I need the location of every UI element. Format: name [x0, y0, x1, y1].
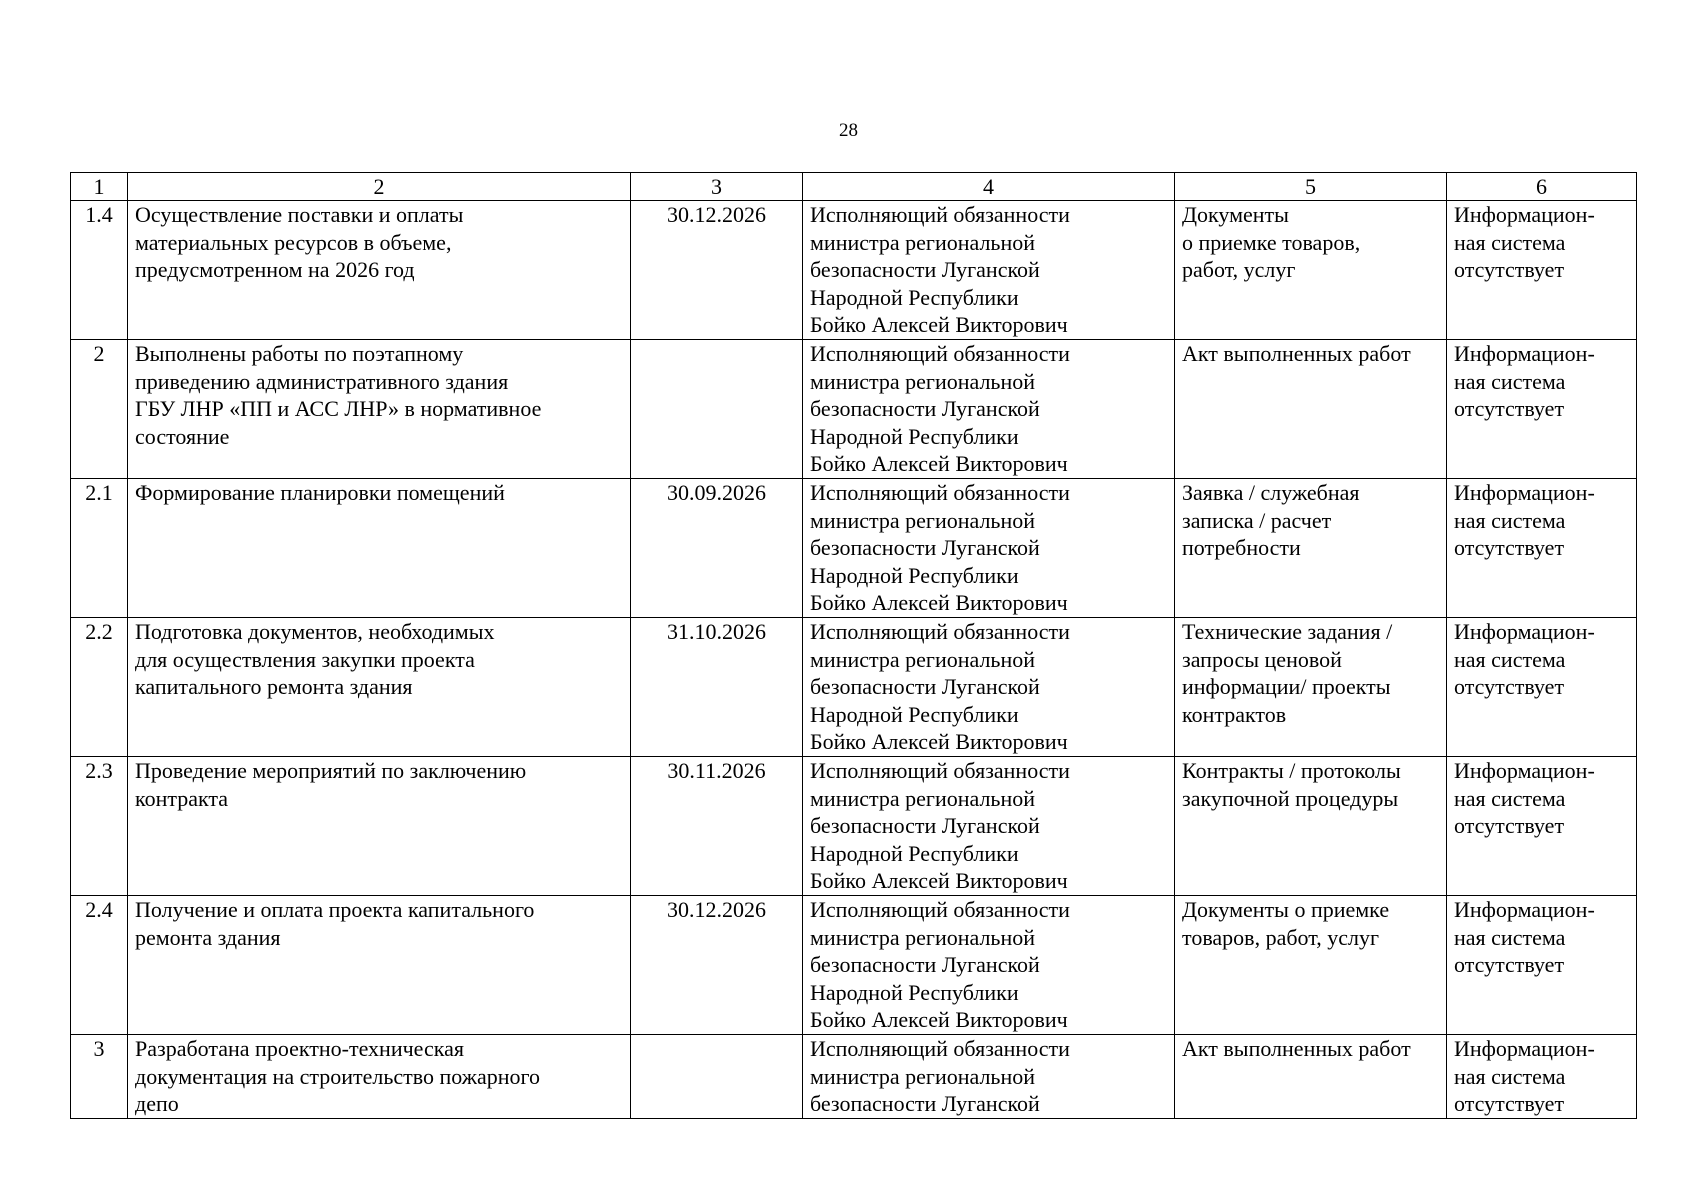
column-header: 3 [631, 173, 803, 201]
cell-line: Исполняющий обязанности [810, 1036, 1070, 1061]
item-number-cell [71, 618, 128, 757]
cell-line: Информацион- [1454, 341, 1595, 366]
cell-line: Подготовка документов, необходимых [135, 619, 495, 644]
cell-line: безопасности Луганской [810, 674, 1040, 699]
column-header: 4 [803, 173, 1175, 201]
cell-line: министра региональной [810, 785, 1036, 811]
cell-line: Бойко Алексей Викторович [810, 729, 1068, 754]
column-header: 2 [128, 173, 631, 201]
item-number-cell [71, 479, 128, 618]
cell-line: Народной Республики [810, 423, 1019, 449]
cell-line: отсутствует [1454, 535, 1565, 560]
cell-text: 1.4 [85, 202, 113, 227]
cell-line: безопасности Луганской [810, 396, 1040, 421]
info-system-cell [1447, 896, 1637, 1035]
cell-line: ная система [1454, 229, 1566, 255]
cell-line: отсутствует [1454, 257, 1565, 282]
cell-line: Информацион- [1454, 619, 1595, 644]
cell-line: министра региональной [810, 368, 1036, 394]
cell-line: Бойко Алексей Викторович [810, 312, 1068, 337]
cell-text: 30.09.2026 [667, 480, 766, 505]
cell-line: Исполняющий обязанности [810, 480, 1070, 505]
document-cell [1175, 479, 1447, 618]
responsible-cell [803, 757, 1175, 896]
table-row [71, 618, 1637, 757]
task-cell [128, 618, 631, 757]
page-number: 28 [839, 120, 858, 141]
responsible-cell [803, 201, 1175, 340]
cell-line: закупочной процедуры [1182, 785, 1399, 811]
cell-line: министра региональной [810, 1063, 1036, 1089]
cell-line: Заявка / служебная [1182, 480, 1360, 505]
deadline-cell [631, 757, 803, 896]
cell-text: 2.4 [85, 897, 113, 922]
item-number-cell [71, 340, 128, 479]
cell-line: депо [135, 1091, 179, 1116]
cell-line: записка / расчет [1182, 507, 1332, 533]
cell-line: Документы о приемке [1182, 897, 1390, 922]
cell-line: отсутствует [1454, 813, 1565, 838]
cell-line: Информацион- [1454, 480, 1595, 505]
cell-line: безопасности Луганской [810, 1091, 1040, 1116]
table-header-row [71, 173, 1637, 201]
item-number-cell [71, 201, 128, 340]
cell-line: Народной Республики [810, 562, 1019, 588]
cell-line: Технические задания / [1182, 619, 1393, 644]
cell-line: отсутствует [1454, 396, 1565, 421]
table-row [71, 896, 1637, 1035]
info-system-cell [1447, 618, 1637, 757]
task-cell [128, 757, 631, 896]
cell-line: Бойко Алексей Викторович [810, 590, 1068, 615]
table-row [71, 479, 1637, 618]
cell-text: 30.12.2026 [667, 897, 766, 922]
cell-line: состояние [135, 423, 230, 449]
cell-line: документация на строительство пожарного [135, 1063, 540, 1089]
cell-line: отсутствует [1454, 952, 1565, 977]
item-number-cell [71, 896, 128, 1035]
cell-line: Контракты / протоколы [1182, 758, 1401, 783]
deadline-cell [631, 479, 803, 618]
cell-line: материальных ресурсов в объеме, [135, 229, 452, 255]
cell-line: ремонта здания [135, 924, 281, 950]
cell-line: Документы [1182, 202, 1289, 227]
cell-line: Формирование планировки помещений [135, 480, 505, 505]
task-cell [128, 479, 631, 618]
info-system-cell [1447, 1035, 1637, 1119]
cell-line: Выполнены работы по поэтапному [135, 341, 464, 366]
deadline-cell [631, 618, 803, 757]
item-number-cell [71, 1035, 128, 1119]
cell-line: Исполняющий обязанности [810, 758, 1070, 783]
cell-text: 31.10.2026 [667, 619, 766, 644]
cell-line: ная система [1454, 368, 1566, 394]
info-system-cell [1447, 479, 1637, 618]
column-header: 1 [71, 173, 128, 201]
deadline-cell [631, 1035, 803, 1119]
cell-text: 30.11.2026 [667, 758, 766, 783]
cell-line: министра региональной [810, 229, 1036, 255]
cell-line: ная система [1454, 1063, 1566, 1089]
cell-line: Исполняющий обязанности [810, 619, 1070, 644]
cell-text: 2.1 [85, 480, 113, 505]
cell-line: Народной Республики [810, 979, 1019, 1005]
deadline-cell [631, 896, 803, 1035]
cell-line: для осуществления закупки проекта [135, 646, 475, 672]
column-header: 6 [1447, 173, 1637, 201]
cell-line: Акт выполненных работ [1182, 1036, 1411, 1061]
document-cell [1175, 896, 1447, 1035]
cell-text: 30.12.2026 [667, 202, 766, 227]
cell-line: Исполняющий обязанности [810, 897, 1070, 922]
document-cell [1175, 618, 1447, 757]
cell-line: о приемке товаров, [1182, 229, 1361, 255]
cell-line: контрактов [1182, 701, 1287, 727]
cell-line: Исполняющий обязанности [810, 202, 1070, 227]
cell-line: работ, услуг [1182, 257, 1296, 282]
responsible-cell [803, 896, 1175, 1035]
cell-text: 2 [93, 341, 105, 366]
task-cell [128, 896, 631, 1035]
cell-line: Осуществление поставки и оплаты [135, 202, 464, 227]
cell-line: Народной Республики [810, 701, 1019, 727]
cell-line: безопасности Луганской [810, 535, 1040, 560]
cell-line: министра региональной [810, 924, 1036, 950]
cell-line: предусмотренном на 2026 год [135, 257, 415, 282]
table-row [71, 1035, 1637, 1119]
column-header: 5 [1175, 173, 1447, 201]
item-number-cell [71, 757, 128, 896]
cell-line: информации/ проекты [1182, 674, 1391, 699]
cell-text: 2.2 [85, 619, 113, 644]
cell-line: ная система [1454, 785, 1566, 811]
cell-line: Исполняющий обязанности [810, 341, 1070, 366]
cell-line: отсутствует [1454, 674, 1565, 699]
cell-line: Народной Республики [810, 284, 1019, 310]
cell-line: Бойко Алексей Викторович [810, 451, 1068, 476]
responsible-cell [803, 340, 1175, 479]
cell-text: 3 [93, 1036, 105, 1061]
cell-line: министра региональной [810, 507, 1036, 533]
cell-line: безопасности Луганской [810, 257, 1040, 282]
cell-line: Акт выполненных работ [1182, 341, 1411, 366]
plan-table [70, 172, 1637, 1119]
cell-line: контракта [135, 785, 229, 811]
cell-line: ная система [1454, 646, 1566, 672]
cell-line: ная система [1454, 507, 1566, 533]
cell-line: министра региональной [810, 646, 1036, 672]
info-system-cell [1447, 757, 1637, 896]
cell-text: 2.3 [85, 758, 113, 783]
table-row [71, 201, 1637, 340]
cell-line: приведению административного здания [135, 368, 509, 394]
info-system-cell [1447, 201, 1637, 340]
cell-line: запросы ценовой [1182, 646, 1342, 672]
cell-line: Разработана проектно-техническая [135, 1036, 464, 1061]
task-cell [128, 1035, 631, 1119]
cell-line: Информацион- [1454, 202, 1595, 227]
responsible-cell [803, 1035, 1175, 1119]
table-row [71, 340, 1637, 479]
cell-line: безопасности Луганской [810, 952, 1040, 977]
cell-line: отсутствует [1454, 1091, 1565, 1116]
cell-line: Бойко Алексей Викторович [810, 1007, 1068, 1032]
cell-line: капитального ремонта здания [135, 674, 413, 699]
deadline-cell [631, 201, 803, 340]
cell-line: безопасности Луганской [810, 813, 1040, 838]
cell-line: Бойко Алексей Викторович [810, 868, 1068, 893]
document-cell [1175, 201, 1447, 340]
task-cell [128, 201, 631, 340]
responsible-cell [803, 479, 1175, 618]
cell-line: Народной Республики [810, 840, 1019, 866]
cell-line: Информацион- [1454, 897, 1595, 922]
cell-line: Получение и оплата проекта капитального [135, 897, 535, 922]
cell-line: Информацион- [1454, 758, 1595, 783]
table-row [71, 757, 1637, 896]
deadline-cell [631, 340, 803, 479]
document-cell [1175, 340, 1447, 479]
cell-line: потребности [1182, 535, 1301, 560]
info-system-cell [1447, 340, 1637, 479]
task-cell [128, 340, 631, 479]
cell-line: ная система [1454, 924, 1566, 950]
cell-line: ГБУ ЛНР «ПП и АСС ЛНР» в нормативное [135, 396, 542, 421]
cell-line: Проведение мероприятий по заключению [135, 758, 527, 783]
cell-line: Информацион- [1454, 1036, 1595, 1061]
cell-line: товаров, работ, услуг [1182, 924, 1379, 950]
responsible-cell [803, 618, 1175, 757]
document-cell [1175, 1035, 1447, 1119]
document-cell [1175, 757, 1447, 896]
